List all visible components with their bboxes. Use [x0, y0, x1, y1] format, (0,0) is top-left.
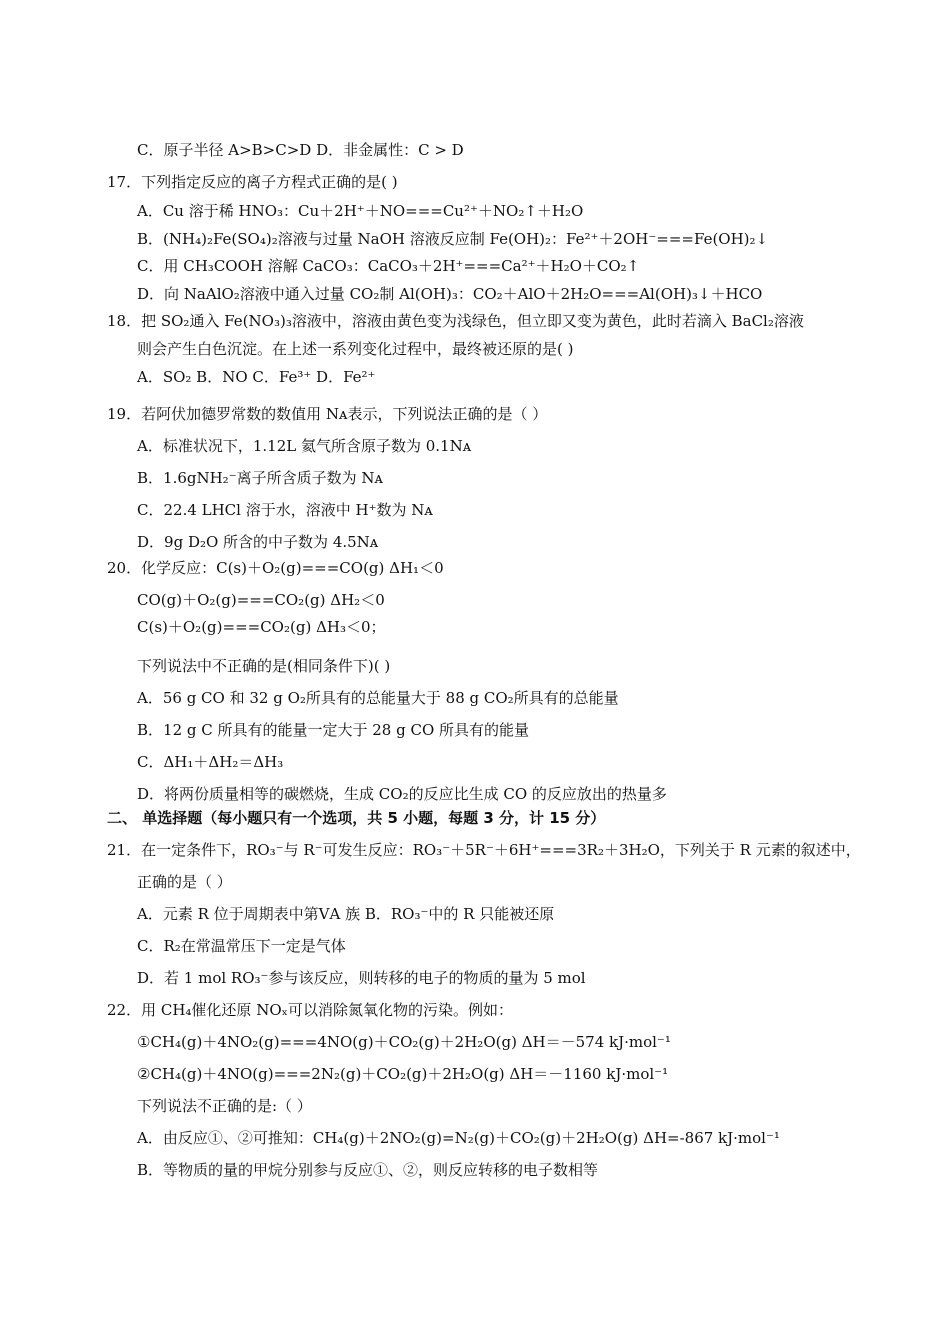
q17-stem: 17．下列指定反应的离子方程式正确的是( ) — [107, 173, 398, 191]
q20-reaction-3: C(s)＋O₂(g)===CO₂(g) ΔH₃＜0； — [137, 618, 386, 636]
q18-options: A．SO₂ B．NO C．Fe³⁺ D．Fe²⁺ — [137, 368, 376, 386]
q22-reaction-1: ①CH₄(g)＋4NO₂(g)===4NO(g)＋CO₂(g)＋2H₂O(g) ΔH＝－574 kJ·mol⁻¹ — [137, 1033, 671, 1051]
q19-option-d: D．9g D₂O 所含的中子数为 4.5Nᴀ — [137, 533, 379, 551]
q22-reaction-2: ②CH₄(g)＋4NO(g)===2N₂(g)＋CO₂(g)＋2H₂O(g) ΔH＝－1160 kJ·mol⁻¹ — [137, 1065, 669, 1083]
q18-stem-line2: 则会产生白色沉淀。在上述一系列变化过程中，最终被还原的是( ) — [137, 340, 574, 358]
q19-option-a: A．标准状况下，1.12L 氦气所含原子数为 0.1Nᴀ — [137, 437, 472, 455]
q22-option-b: B．等物质的量的甲烷分别参与反应①、②，则反应转移的电子数相等 — [137, 1161, 599, 1179]
q17-option-d: D．向 NaAlO₂溶液中通入过量 CO₂制 Al(OH)₃：CO₂＋AlO＋2H₂O===Al(OH)₃↓＋HCO — [137, 285, 763, 303]
q22-stem: 22．用 CH₄催化还原 NOₓ可以消除氮氧化物的污染。例如： — [107, 1001, 513, 1019]
q20-option-b: B．12 g C 所具有的能量一定大于 28 g CO 所具有的能量 — [137, 721, 530, 739]
q19-stem: 19．若阿伏加德罗常数的数值用 Nᴀ表示，下列说法正确的是（ ） — [107, 405, 548, 423]
section-heading: 二、 单选择题（每小题只有一个选项，共 5 小题，每题 3 分，计 15 分） — [107, 809, 606, 827]
q21-stem-line1: 21．在一定条件下，RO₃⁻与 R⁻可发生反应：RO₃⁻＋5R⁻＋6H⁺===3R₂＋3H₂O，下列关于 R 元素的叙述中， — [107, 841, 861, 859]
q21-option-a-b: A．元素 R 位于周期表中第ⅤA 族 B．RO₃⁻中的 R 只能被还原 — [137, 905, 555, 923]
q19-option-b: B．1.6gNH₂⁻离子所含质子数为 Nᴀ — [137, 469, 383, 487]
q16-option-c-d: C．原子半径 A>B>C>D D．非金属性：C > D — [137, 141, 464, 159]
q19-option-c: C．22.4 LHCl 溶于水，溶液中 H⁺数为 Nᴀ — [137, 501, 433, 519]
q17-option-b: B．(NH₄)₂Fe(SO₄)₂溶液与过量 NaOH 溶液反应制 Fe(OH)₂：Fe²⁺＋2OH⁻===Fe(OH)₂↓ — [137, 230, 769, 248]
q21-option-c: C．R₂在常温常压下一定是气体 — [137, 937, 346, 955]
q22-option-a: A．由反应①、②可推知：CH₄(g)＋2NO₂(g)=N₂(g)＋CO₂(g)＋2H₂O(g) ΔH=-867 kJ·mol⁻¹ — [137, 1129, 780, 1147]
q17-option-a: A．Cu 溶于稀 HNO₃：Cu＋2H⁺＋NO===Cu²⁺＋NO₂↑＋H₂O — [137, 202, 584, 220]
q17-option-c: C．用 CH₃COOH 溶解 CaCO₃：CaCO₃＋2H⁺===Ca²⁺＋H₂O＋CO₂↑ — [137, 257, 640, 275]
q20-option-a: A．56 g CO 和 32 g O₂所具有的总能量大于 88 g CO₂所具有的总能量 — [137, 689, 619, 707]
q21-option-d: D．若 1 mol RO₃⁻参与该反应，则转移的电子的物质的量为 5 mol — [137, 969, 586, 987]
q20-option-c: C．ΔH₁＋ΔH₂＝ΔH₃ — [137, 753, 284, 771]
q18-stem-line1: 18．把 SO₂通入 Fe(NO₃)₃溶液中，溶液由黄色变为浅绿色，但立即又变为黄色，此时若滴入 BaCl₂溶液 — [107, 312, 804, 330]
q21-stem-line2: 正确的是（ ） — [137, 873, 232, 891]
q20-option-d: D．将两份质量相等的碳燃烧，生成 CO₂的反应比生成 CO 的反应放出的热量多 — [137, 785, 667, 803]
q20-reaction-2: CO(g)＋O₂(g)===CO₂(g) ΔH₂＜0 — [137, 591, 385, 609]
q20-question: 下列说法中不正确的是(相同条件下)( ) — [137, 657, 391, 675]
q20-stem: 20．化学反应：C(s)＋O₂(g)===CO(g) ΔH₁＜0 — [107, 559, 444, 577]
q22-question: 下列说法不正确的是:（ ） — [137, 1097, 312, 1115]
